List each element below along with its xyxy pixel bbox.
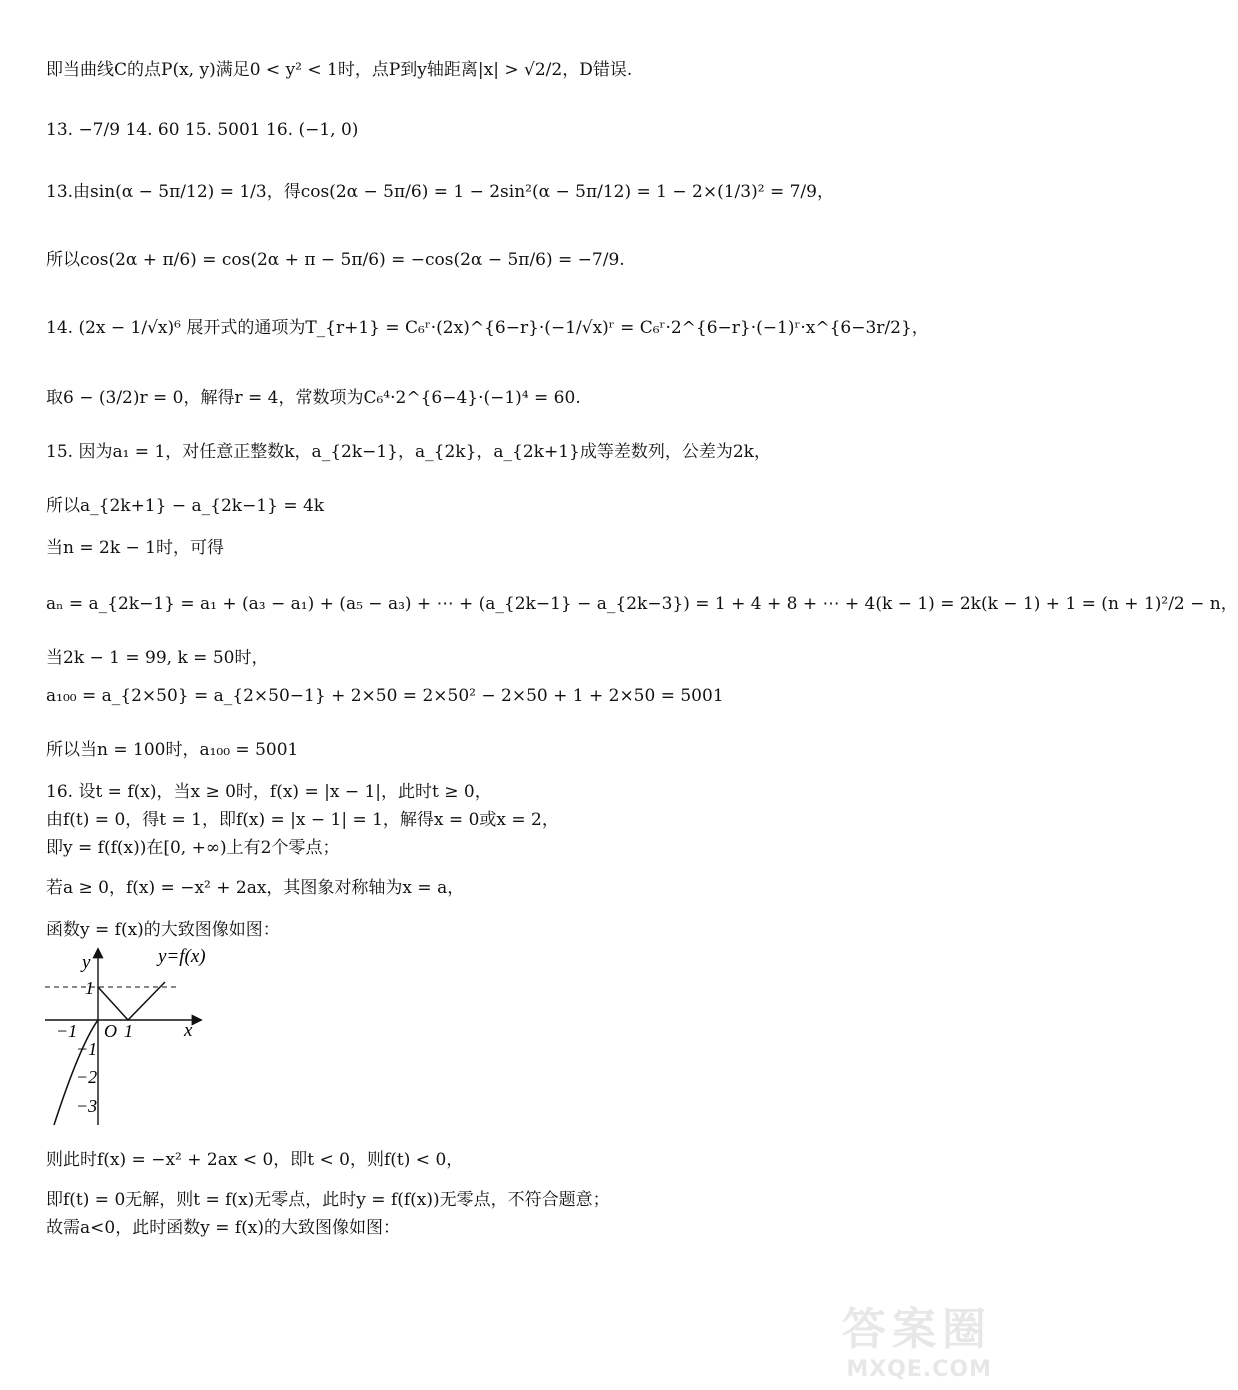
text-line-l16: 即y = f(f(x))在[0, +∞)上有2个零点； — [46, 838, 340, 858]
y-tick-1: 1 — [85, 978, 94, 998]
text-line-l03: 13.由sin(α − 5π/12) = 1/3，得cos(2α − 5π/6) = 1 − 2sin²(α − 5π/12) = 1 − 2×(1/3)² = 7/9， — [46, 182, 834, 202]
text-line-l05: 14. (2x − 1/√x)⁶ 展开式的通项为T_{r+1} = C₆ʳ·(2x)^{6−r}·(−1/√x)ʳ = C₆ʳ·2^{6−r}·(−1)ʳ·x^{6−3r/2}， — [46, 318, 929, 338]
text-line-l01: 即当曲线C的点P(x, y)满足0 < y² < 1时，点P到y轴距离|x| > √2/2，D错误. — [46, 60, 633, 80]
text-line-l18: 函数y = f(x)的大致图像如图： — [46, 920, 280, 940]
origin-label: O — [104, 1021, 117, 1041]
text-line-l11: 当2k − 1 = 99, k = 50时， — [46, 648, 269, 668]
text-line-l14: 16. 设t = f(x)，当x ≥ 0时，f(x) = |x − 1|，此时t ≥ 0， — [46, 782, 492, 802]
text-line-l07: 15. 因为a₁ = 1，对任意正整数k，a_{2k−1}，a_{2k}，a_{2k+1}成等差数列，公差为2k， — [46, 442, 771, 462]
x-axis-label: x — [184, 1020, 193, 1041]
text-line-l21: 故需a<0，此时函数y = f(x)的大致图像如图： — [46, 1218, 400, 1238]
text-line-l17: 若a ≥ 0，f(x) = −x² + 2ax，其图象对称轴为x = a， — [46, 878, 465, 898]
function-graph — [40, 940, 220, 1130]
text-line-l13: 所以当n = 100时，a₁₀₀ = 5001 — [46, 740, 299, 760]
y-axis-label: y — [82, 952, 91, 973]
y-tick-neg1: −1 — [76, 1039, 98, 1059]
watermark — [842, 1293, 992, 1382]
text-line-l19: 则此时f(x) = −x² + 2ax < 0，即t < 0，则f(t) < 0， — [46, 1150, 464, 1170]
x-tick-1: 1 — [124, 1021, 133, 1041]
text-line-l15: 由f(t) = 0，得t = 1，即f(x) = |x − 1| = 1，解得x = 0或x = 2， — [46, 810, 559, 830]
text-line-l09: 当n = 2k − 1时，可得 — [46, 538, 224, 558]
x-tick-neg1: −1 — [56, 1021, 78, 1041]
y-tick-neg3: −3 — [76, 1096, 98, 1116]
watermark-url: MXQE.COM — [846, 1357, 992, 1382]
watermark-logo-text: 答案圈 — [842, 1304, 992, 1355]
y-tick-neg2: −2 — [76, 1067, 98, 1087]
text-line-l06: 取6 − (3/2)r = 0，解得r = 4，常数项为C₆⁴·2^{6−4}·(−1)⁴ = 60. — [46, 388, 581, 408]
text-line-l04: 所以cos(2α + π/6) = cos(2α + π − 5π/6) = −cos(2α − 5π/6) = −7/9. — [46, 250, 625, 270]
text-line-l10: aₙ = a_{2k−1} = a₁ + (a₃ − a₁) + (a₅ − a₃) + ⋯ + (a_{2k−1} − a_{2k−3}) = 1 + 4 + 8 + ⋯ + 4(k − 1) = 2k(k − 1) + 1 = (n + 1)²/2 − n， — [46, 594, 1238, 614]
text-line-l02: 13. −7/9 14. 60 15. 5001 16. (−1, 0) — [46, 120, 359, 140]
text-line-l08: 所以a_{2k+1} − a_{2k−1} = 4k — [46, 496, 325, 516]
text-line-l20: 即f(t) = 0无解，则t = f(x)无零点，此时y = f(f(x))无零点，不符合题意； — [46, 1190, 610, 1210]
curve-right-branch — [98, 982, 165, 1020]
text-line-l12: a₁₀₀ = a_{2×50} = a_{2×50−1} + 2×50 = 2×50² − 2×50 + 1 + 2×50 = 5001 — [46, 686, 724, 706]
curve-label: y=f(x) — [158, 946, 206, 967]
